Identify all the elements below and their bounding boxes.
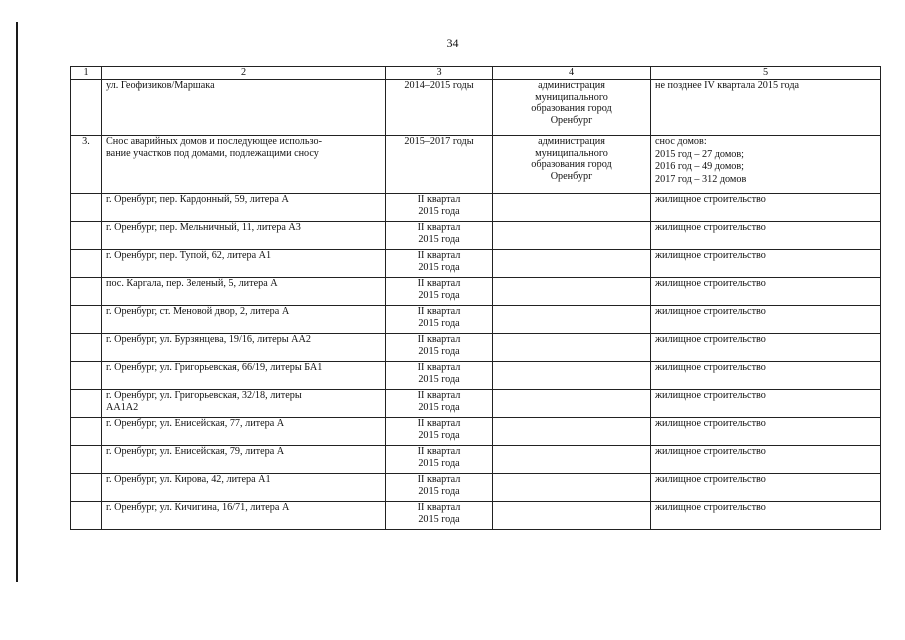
address-line: г. Оренбург, пер. Кардонный, 59, литера А (106, 194, 289, 205)
row-number (71, 250, 102, 278)
period-line: II квартал (417, 474, 461, 485)
executor-line: муниципального (535, 147, 608, 159)
executor-cell (493, 334, 651, 362)
result-cell: жилищное строительство (651, 222, 881, 250)
period-line: 2015 года (418, 401, 460, 413)
executor-cell (493, 278, 651, 306)
row-number (71, 80, 102, 136)
period-line: 2015 года (418, 289, 460, 301)
address-line: г. Оренбург, ул. Енисейская, 79, литера А (106, 446, 285, 457)
row-name: ул. Геофизиков/Маршака (102, 80, 386, 136)
row-number (71, 306, 102, 334)
result-line: 2015 год – 27 домов; (655, 148, 745, 160)
address-line: г. Оренбург, ул. Григорьевская, 32/18, литеры (106, 390, 302, 401)
address-cell (102, 306, 386, 334)
address-cell (102, 334, 386, 362)
address-cell (102, 250, 386, 278)
executor-cell (493, 362, 651, 390)
period-cell (386, 446, 493, 474)
period-line: 2015 года (418, 317, 460, 329)
address-cell (102, 418, 386, 446)
executor-cell (493, 390, 651, 418)
result-cell: жилищное строительство (651, 502, 881, 530)
period-cell (386, 362, 493, 390)
executor-cell (493, 502, 651, 530)
row-executor (493, 80, 651, 136)
row-number (71, 502, 102, 530)
row-period: 2014–2015 годы (386, 80, 493, 136)
address-cell (102, 446, 386, 474)
section-name (102, 136, 386, 194)
row-result: не позднее IV квартала 2015 года (651, 80, 881, 136)
result-cell: жилищное строительство (651, 418, 881, 446)
result-cell: жилищное строительство (651, 278, 881, 306)
table-row (71, 390, 881, 418)
period-line: 2015 года (418, 205, 460, 217)
period-cell (386, 390, 493, 418)
address-line: пос. Каргала, пер. Зеленый, 5, литера А (106, 278, 278, 289)
period-cell (386, 418, 493, 446)
result-line: 2016 год – 49 домов; (655, 161, 745, 173)
period-line: II квартал (417, 502, 461, 513)
period-line: 2015 года (418, 457, 460, 469)
row-number (71, 334, 102, 362)
address-cell (102, 502, 386, 530)
section-row (71, 136, 881, 194)
period-line: 2015 года (418, 233, 460, 245)
executor-line: образования город (531, 103, 612, 115)
column-number: 5 (651, 67, 881, 80)
result-cell: жилищное строительство (651, 194, 881, 222)
address-line: г. Оренбург, ул. Григорьевская, 66/19, литеры БА1 (106, 362, 323, 373)
table-row (71, 194, 881, 222)
period-line: II квартал (417, 418, 461, 429)
address-line: г. Оренбург, пер. Тупой, 62, литера А1 (106, 250, 272, 261)
table-row (71, 334, 881, 362)
table-row (71, 250, 881, 278)
period-line: 2015 года (418, 261, 460, 273)
address-line: г. Оренбург, ул. Бурзянцева, 19/16, литеры АА2 (106, 334, 311, 345)
result-cell: жилищное строительство (651, 250, 881, 278)
section-executor (493, 136, 651, 194)
period-line: 2015 года (418, 513, 460, 525)
row-number (71, 418, 102, 446)
section-name-line: Снос аварийных домов и последующее использо- (106, 136, 322, 147)
measures-table (70, 66, 881, 530)
period-line: II квартал (417, 362, 461, 373)
period-line: II квартал (417, 250, 461, 261)
executor-line: Оренбург (550, 171, 593, 183)
period-line: II квартал (417, 222, 461, 233)
row-number (71, 474, 102, 502)
address-cell (102, 278, 386, 306)
period-cell (386, 334, 493, 362)
address-line: г. Оренбург, ст. Меновой двор, 2, литера А (106, 306, 290, 317)
section-period: 2015–2017 годы (386, 136, 493, 194)
period-line: II квартал (417, 390, 461, 401)
period-cell (386, 502, 493, 530)
result-cell: жилищное строительство (651, 306, 881, 334)
executor-line: образования город (531, 159, 612, 171)
table-body (71, 67, 881, 530)
result-cell: жилищное строительство (651, 474, 881, 502)
address-line: г. Оренбург, ул. Кирова, 42, литера А1 (106, 474, 271, 485)
address-cell (102, 194, 386, 222)
result-cell: жилищное строительство (651, 446, 881, 474)
period-line: 2015 года (418, 373, 460, 385)
executor-line: администрация (538, 80, 605, 91)
table-row (71, 362, 881, 390)
executor-cell (493, 446, 651, 474)
row-number (71, 278, 102, 306)
section-number: 3. (71, 136, 102, 194)
period-line: II квартал (417, 194, 461, 205)
address-line: АА1А2 (106, 401, 139, 413)
period-cell (386, 194, 493, 222)
table-row (71, 418, 881, 446)
column-number: 2 (102, 67, 386, 80)
table-row (71, 446, 881, 474)
page-number: 34 (446, 36, 459, 50)
address-line: г. Оренбург, пер. Мельничный, 11, литера А3 (106, 222, 301, 233)
row-number (71, 362, 102, 390)
row-number (71, 222, 102, 250)
section-result (651, 136, 881, 194)
result-cell: жилищное строительство (651, 334, 881, 362)
period-line: II квартал (417, 334, 461, 345)
address-line: г. Оренбург, ул. Енисейская, 77, литера А (106, 418, 285, 429)
intro-row (71, 80, 881, 136)
result-cell: жилищное строительство (651, 362, 881, 390)
row-number (71, 390, 102, 418)
row-number (71, 194, 102, 222)
executor-line: Оренбург (550, 115, 593, 127)
address-cell (102, 474, 386, 502)
executor-cell (493, 250, 651, 278)
executor-line: муниципального (535, 91, 608, 103)
column-number-row (71, 67, 881, 80)
executor-cell (493, 306, 651, 334)
column-number: 3 (386, 67, 493, 80)
period-line: 2015 года (418, 429, 460, 441)
executor-line: администрация (538, 136, 605, 147)
address-cell (102, 222, 386, 250)
period-cell (386, 278, 493, 306)
table-row (71, 474, 881, 502)
period-line: 2015 года (418, 345, 460, 357)
column-number: 1 (71, 67, 102, 80)
left-margin-line (16, 22, 18, 582)
period-cell (386, 222, 493, 250)
section-name-line: вание участков под домами, подлежащими сносу (106, 147, 319, 159)
result-line: 2017 год – 312 домов (655, 174, 747, 186)
period-line: II квартал (417, 278, 461, 289)
result-cell: жилищное строительство (651, 390, 881, 418)
executor-cell (493, 474, 651, 502)
period-line: II квартал (417, 446, 461, 457)
address-line: г. Оренбург, ул. Кичигина, 16/71, литера А (106, 502, 290, 513)
column-number: 4 (493, 67, 651, 80)
executor-cell (493, 418, 651, 446)
period-line: 2015 года (418, 485, 460, 497)
table-row (71, 222, 881, 250)
table-row (71, 306, 881, 334)
executor-cell (493, 222, 651, 250)
period-cell (386, 250, 493, 278)
result-line: снос домов: (655, 136, 707, 147)
period-cell (386, 306, 493, 334)
address-cell (102, 362, 386, 390)
table-row (71, 278, 881, 306)
address-cell (102, 390, 386, 418)
table-row (71, 502, 881, 530)
period-line: II квартал (417, 306, 461, 317)
row-number (71, 446, 102, 474)
period-cell (386, 474, 493, 502)
executor-cell (493, 194, 651, 222)
